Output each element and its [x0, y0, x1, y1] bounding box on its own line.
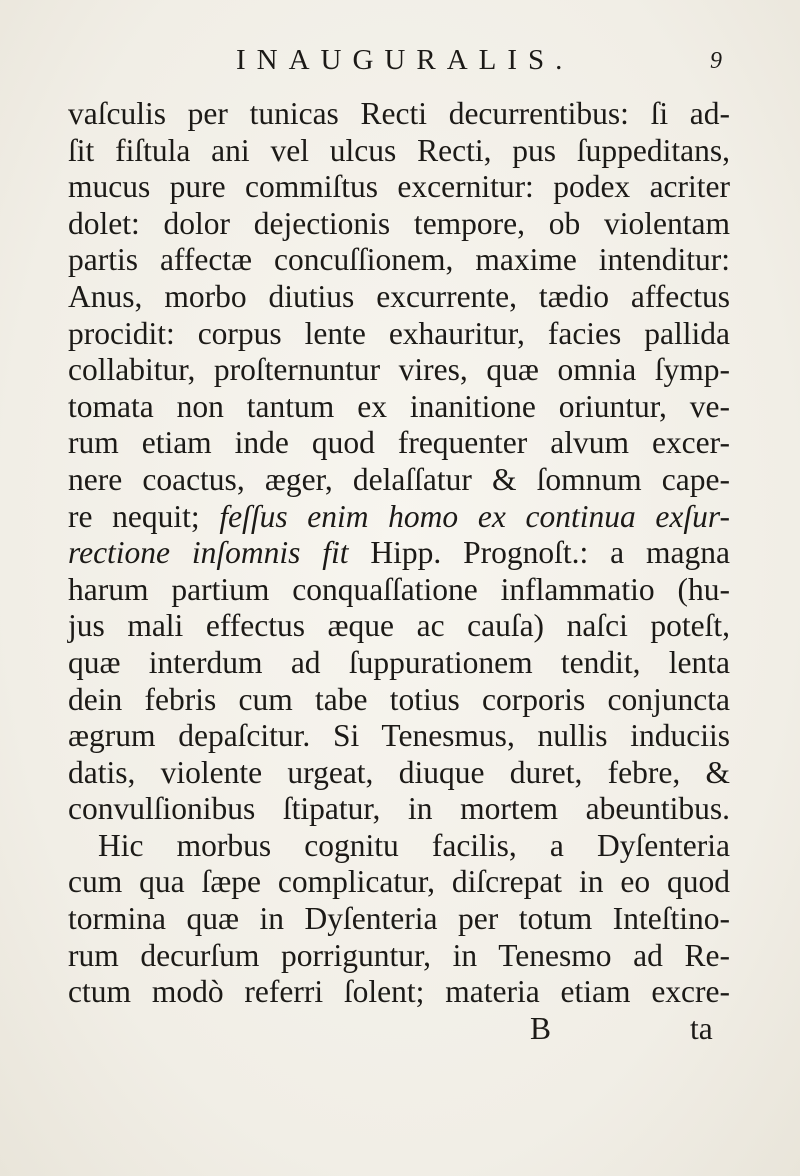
- text-segment: Hipp. Prognoſt.: a magna: [370, 535, 730, 571]
- text-line-with-quote: [68, 499, 730, 536]
- text-line: ſit fiſtula ani vel ulcus Recti, pus ſuppeditans,: [68, 132, 730, 168]
- text-line: collabitur, proſternuntur vires, quæ omnia ſymp-: [68, 352, 730, 388]
- text-line-with-quote: [68, 535, 730, 572]
- text-line: jus mali effectus æque ac cauſa) naſci poteſt,: [68, 608, 730, 644]
- text-line: dolet: dolor dejectionis tempore, ob violentam: [68, 205, 730, 241]
- running-head: [0, 44, 800, 84]
- text-line: rum decurſum porriguntur, in Tenesmo ad Re-: [68, 937, 730, 973]
- paragraph-start-line: Hic morbus cognitu facilis, a Dyſenteria: [98, 827, 730, 863]
- text-line: quæ interdum ad ſuppurationem tendit, lenta: [68, 644, 730, 680]
- text-line: ctum modò referri ſolent; materia etiam excre-: [68, 974, 730, 1010]
- italic-quote: rectione inſomnis fit: [68, 535, 349, 571]
- text-line: tomata non tantum ex inanitione oriuntur, ve-: [68, 388, 730, 424]
- text-segment: re nequit;: [68, 498, 200, 534]
- italic-quote: feſſus enim homo ex continua exſur-: [219, 498, 730, 534]
- footer-line: [68, 1011, 730, 1048]
- running-head-title: INAUGURALIS.: [236, 44, 574, 76]
- text-line: datis, violente urgeat, diuque duret, febre, &: [68, 754, 730, 790]
- text-line: convulſionibus ſtipatur, in mortem abeuntibus.: [68, 791, 730, 827]
- text-line: partis affectæ concuſſionem, maxime intenditur:: [68, 242, 730, 278]
- page-number: 9: [710, 48, 722, 74]
- text-line: mucus pure commiſtus excernitur: podex acriter: [68, 169, 730, 205]
- text-line: cum qua ſæpe complicatur, diſcrepat in eo quod: [68, 864, 730, 900]
- text-line: ægrum depaſcitur. Si Tenesmus, nullis induciis: [68, 718, 730, 754]
- text-line: tormina quæ in Dyſenteria per totum Inteſtino-: [68, 901, 730, 937]
- text-line: nere coactus, æger, delaſſatur & ſomnum cape-: [68, 461, 730, 497]
- text-line: harum partium conquaſſatione inflammatio (hu-: [68, 571, 730, 607]
- text-line: rum etiam inde quod frequenter alvum excer-: [68, 425, 730, 461]
- text-line: Anus, morbo diutius excurrente, tædio affectus: [68, 278, 730, 314]
- text-line: procidit: corpus lente exhauritur, facies pallida: [68, 315, 730, 351]
- body-text: [68, 96, 730, 1047]
- text-line: dein febris cum tabe totius corporis conjuncta: [68, 681, 730, 717]
- signature-mark: B: [530, 1010, 552, 1046]
- catchword: ta: [690, 1010, 713, 1046]
- text-line: vaſculis per tunicas Recti decurrentibus: ſi ad-: [68, 96, 730, 131]
